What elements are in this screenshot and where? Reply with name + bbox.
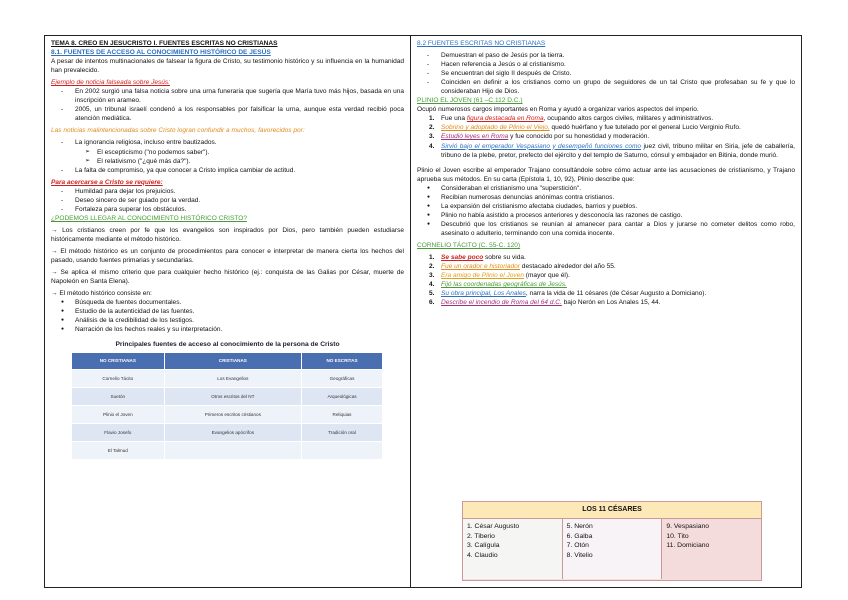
list-item: 3. Era amigo de Plinio el Joven (mayor que él).: [429, 272, 570, 280]
table-row: [72, 423, 383, 441]
table-cell: Flavio Josefo: [72, 423, 165, 441]
sub-list: [51, 148, 404, 166]
list-item: ● Narración de los hechos reales y su interpretación.: [51, 325, 404, 334]
table-cell: Reliquias: [302, 405, 383, 423]
table-cell: Geográficas: [302, 369, 383, 387]
tacito-heading: CORNELIO TÁCITO (C. 55-C. 120): [417, 241, 521, 249]
list-item: - Hacen referencia a Jesús o al cristianismo.: [417, 60, 795, 69]
list-item: 1. Se sabe poco sobre su vida.: [429, 254, 526, 262]
list-item: 1. Fue una figura destacada en Roma, ocupando altos cargos civiles, militares y administrativos.: [429, 115, 714, 123]
list-item: 3. Calígula: [467, 542, 500, 550]
table-cell: Arqueológicas: [302, 387, 383, 405]
list-item: 8. Vitelio: [566, 551, 593, 559]
list-item: - Se encuentran del siglo II después de Cristo.: [417, 69, 795, 78]
sources-table-title: Principales fuentes de acceso al conocimiento de la persona de Cristo: [115, 341, 340, 349]
table-row: [72, 441, 383, 459]
list-item: ● Consideraban el cristianismo una "superstición".: [417, 184, 795, 193]
list-item: 2. Fue un orador e historiador destacado alrededor del año 55.: [429, 263, 616, 271]
cesares-column: [563, 519, 663, 579]
list-item: 4. Fijó las coordenadas geográficas de Jesús.: [429, 281, 567, 289]
list-item: ● Plinio no había asistido a procesos anteriores y desconocía las razones de castigo.: [417, 211, 795, 220]
list-item: ● Análisis de la credibilidad de los testigos.: [51, 316, 404, 325]
list-item: - Demuestran el paso de Jesús por la tierra.: [417, 51, 795, 60]
list-item: 3. Estudió leyes en Roma y fue conocido por su honestidad y moderación.: [429, 133, 650, 141]
list-item: ➢ El escepticismo ("no podemos saber").: [51, 148, 404, 157]
noticias-paragraph: Las noticias malintencionadas sobre Cristo logran confundir a muchos, favorecidos por:: [51, 127, 305, 135]
page-title: TEMA 8. CREO EN JESUCRISTO I. FUENTES ESCRITAS NO CRISTIANAS: [51, 40, 278, 47]
left-column: [45, 36, 411, 587]
method-paragraph-3: → Se aplica el mismo criterio que para cualquier hecho histórico (ej.: conquista de las Galias por César, muerte de Napoleón en Santa Elena).: [51, 269, 404, 286]
table-cell: Los Evangelios: [164, 369, 301, 387]
list-item: - Fortaleza para superar los obstáculos.: [51, 205, 404, 214]
table-row: [72, 387, 383, 405]
list-item: 5. Su obra principal, Los Anales, narra la vida de 11 césares (de César Augusto a Domiciano).: [429, 290, 707, 298]
table-cell: Tradición oral: [302, 423, 383, 441]
table-cell: Suetón: [72, 387, 165, 405]
list-item: ● Búsqueda de fuentes documentales.: [51, 298, 404, 307]
list-item: 10. Tito: [666, 532, 689, 540]
table-cell: Otros escritos del NT: [164, 387, 301, 405]
table-cell: [164, 441, 301, 459]
ejemplo-list: [51, 87, 404, 123]
right-column: [411, 36, 801, 587]
plinio-heading: PLINIO EL JOVEN (61 –C.112 D.C.): [417, 97, 523, 105]
metodo-list: [51, 298, 404, 334]
list-item: 9. Vespasiano: [666, 523, 710, 530]
list-item: 4. Sirvió bajo el emperador Vespasiano y desempeñó funciones como juez civil, tribuno militar en Siria, jefe de caballería, tribuno de la plebe, pretor, prefecto del ejército y del templo de Saturno, cónsul y embajador en Bitinia, donde murió.: [429, 142, 795, 159]
acercarse-label: Para acercarse a Cristo se requiere:: [51, 178, 163, 186]
tacito-list: [417, 253, 795, 307]
table-cell: Evangelios apócrifos: [164, 423, 301, 441]
list-item: 6. Describe el incendio de Roma del 64 d.C. bajo Nerón en Los Anales 15, 44.: [429, 299, 661, 307]
list-item: - Coinciden en definir a los cristianos como un grupo de seguidores de un tal Cristo que profesaban su fe y que lo consideraban Hijo de Dios.: [417, 78, 795, 96]
table-cell: El Talmud: [72, 441, 165, 459]
plinio-list: [417, 114, 795, 159]
method-paragraph-1: → Los cristianos creen por fe que los evangelios son inspirados por Dios, pero también pueden estudiarse históricamente mediante el método histórico.: [51, 226, 404, 243]
intro-paragraph: A pesar de intentos multinacionales de falsear la figura de Cristo, su testimonio histórico y su influencia en la humanidad han prevalecido.: [51, 58, 404, 75]
table-row: [72, 405, 383, 423]
list-item: 2. Sobrino y adoptado de Plinio el Viejo, quedó huérfano y fue tutelado por el general Lucio Verginio Rufo.: [429, 124, 741, 132]
method-paragraph-4: → El método histórico consiste en:: [51, 290, 152, 298]
cesares-column: [662, 519, 761, 579]
method-paragraph-2: → El método histórico es un conjunto de procedimientos para conocer e interpretar de manera cierta los hechos del pasado, usando fuentes primarias y secundarias.: [51, 247, 404, 265]
list-item: - En 2002 surgió una falsa noticia sobre una urna funeraria que sugería que María tuvo más hijos, basada en una inscripción en arameo.: [51, 87, 404, 105]
list-item: ● Descubrió que los cristianos se reunían al amanecer para cantar a Dios y jurarse no cometer delitos como robo, asesinato o adulterio, terminando con una comida inocente.: [417, 220, 795, 238]
carta-list: [417, 184, 795, 238]
ejemplo-label: Ejemplo de noticia falseada sobre Jesús:: [51, 79, 171, 87]
table-row: [72, 369, 383, 387]
cesares-box: [462, 501, 762, 581]
table-header: CRISTIANAS: [164, 353, 301, 369]
table-header: NO ESCRITAS: [302, 353, 383, 369]
list-item: 6. Galba: [566, 532, 593, 540]
sources-table: [71, 352, 383, 459]
list-item: - 2005, un tribunal israelí condenó a los responsables por falsificar la urna, aunque esta verdad recibió poca atención mediática.: [51, 105, 404, 123]
list-item: - Humildad para dejar los prejuicios.: [51, 187, 404, 196]
list-item: ● Recibían numerosas denuncias anónimas contra cristianos.: [417, 193, 795, 202]
list-item: 7. Otón: [566, 542, 589, 550]
list-item: 2. Tiberio: [467, 532, 495, 540]
list-item: ● Estudio de la autenticidad de las fuentes.: [51, 307, 404, 316]
list-item: - La falta de compromiso, ya que conocer a Cristo implica cambiar de actitud.: [51, 166, 404, 175]
requisitos-list: [51, 187, 404, 214]
table-cell: Plinio el Joven: [72, 405, 165, 423]
table-cell: Cornelio Tácito: [72, 369, 165, 387]
cesares-title: LOS 11 CÉSARES: [463, 502, 761, 519]
list-item: ● La expansión del cristianismo afectaba ciudades, barrios y pueblos.: [417, 202, 795, 211]
list-item: 4. Claudio: [467, 551, 498, 559]
table-cell: Primeros escritos cristianos: [164, 405, 301, 423]
cesares-column: [463, 519, 563, 579]
section-8-2-heading: 8.2 FUENTES ESCRITAS NO CRISTIANAS: [417, 40, 546, 47]
section-8-1-heading: 8.1. FUENTES DE ACCESO AL CONOCIMIENTO HISTÓRICO DE JESÚS: [51, 49, 271, 57]
plinio-intro: Ocupó numerosos cargos importantes en Roma y ayudó a organizar varios aspectos del imperio.: [417, 106, 699, 114]
fuentes-list: [417, 51, 795, 96]
list-item: 1. César Augusto: [467, 523, 520, 530]
list-item: - La ignorancia religiosa, incluso entre bautizados.: [51, 138, 404, 147]
list-item: - Deseo sincero de ser guiado por la verdad.: [51, 196, 404, 205]
list-item: ➢ El relativismo ("¿qué más da?").: [51, 157, 404, 166]
table-cell: [302, 441, 383, 459]
list-item: 5. Nerón: [566, 523, 593, 530]
plinio-carta-paragraph: Plinio el Joven escribe al emperador Trajano consultándole sobre cómo actuar ante las acusaciones de cristianismo, y Trajano aprueba sus métodos. En su carta (Epístola 1, 10, 92), Plinio describe que:: [417, 166, 795, 183]
table-header: NO CRISTIANAS: [72, 353, 165, 369]
pregunta-heading: ¿PODEMOS LLEGAR AL CONOCIMIENTO HISTÓRICO CRISTO?: [51, 214, 247, 222]
list-item: 11. Domiciano: [666, 542, 710, 550]
document-page: [44, 35, 802, 588]
